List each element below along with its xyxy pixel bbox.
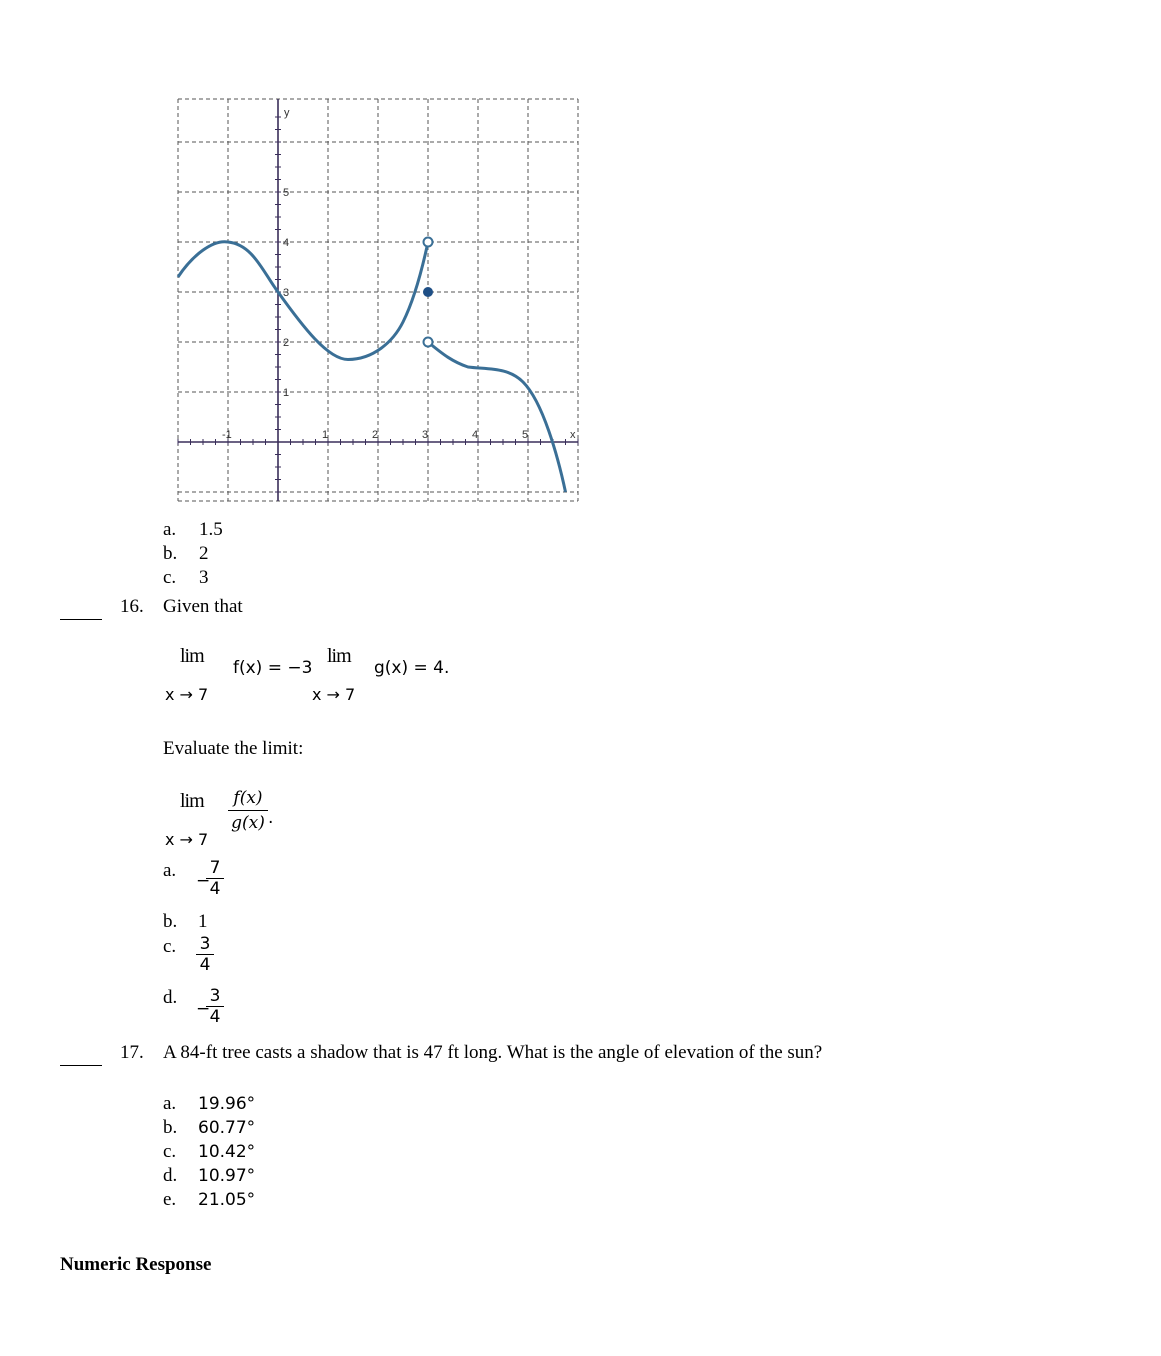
x-tick-label: -1 — [222, 429, 232, 441]
choice-value: 1.5 — [199, 519, 223, 540]
y-tick-label: 1 — [283, 387, 290, 399]
q16-choice-d-letter: d. — [163, 987, 178, 1008]
eval-lim: lim — [180, 790, 204, 812]
y-tick-label: 3 — [283, 287, 290, 299]
choice-value: 21.05° — [198, 1190, 256, 1210]
eval-lim-sub: x → 7 — [165, 830, 209, 849]
x-tick-label: 1 — [322, 429, 329, 441]
section-heading: Numeric Response — [60, 1254, 212, 1275]
choice-value: 10.42° — [198, 1142, 256, 1162]
eval-period: . — [268, 808, 274, 828]
q17-choice-c — [163, 1141, 256, 1163]
filled-point — [423, 287, 433, 297]
given-lim-1: lim — [180, 645, 204, 667]
choice-value: 10.97° — [198, 1166, 256, 1186]
q16-choice-d-fraction — [206, 986, 224, 1027]
q17-prompt: A 84-ft tree casts a shadow that is 47 ft long. What is the angle of elevation of the sun? — [163, 1042, 823, 1063]
open-circle-bottom — [424, 338, 433, 347]
choice-value: 19.96° — [198, 1094, 256, 1114]
y-tick-label: 2 — [283, 337, 290, 349]
choice-letter: a. — [163, 1093, 177, 1114]
eval-numerator: f(x) — [233, 788, 263, 808]
choice-letter: c. — [163, 1141, 177, 1162]
q16-number: 16. — [120, 596, 144, 617]
q17-choice-a — [163, 1093, 256, 1115]
choice-letter: b. — [163, 1117, 178, 1138]
q17-answer-blank[interactable] — [60, 1065, 102, 1066]
tick-labels — [222, 107, 576, 441]
q15-choice-b — [163, 543, 209, 565]
choice-letter: d. — [163, 1165, 178, 1186]
q16-choice-a-letter: a. — [163, 860, 177, 881]
x-tick-label: 4 — [472, 429, 479, 441]
q16-prompt: Given that — [163, 596, 243, 617]
q16-choice-b-value: 1 — [198, 911, 208, 932]
given-g-limit: g(x) = 4. — [374, 658, 450, 678]
eval-denominator: g(x) — [231, 813, 265, 833]
x-axis-label: x — [570, 429, 576, 441]
open-circle-top — [424, 238, 433, 247]
choice-value: 60.77° — [198, 1118, 256, 1138]
fraction-denominator: 4 — [199, 955, 211, 975]
y-tick-label: 4 — [283, 237, 290, 249]
q17-choice-d — [163, 1165, 256, 1187]
choice-value: 3 — [199, 567, 209, 588]
q16-choice-c-letter: c. — [163, 936, 177, 957]
given-lim-1-sub: x → 7 — [165, 685, 209, 704]
fraction-numerator: 3 — [209, 986, 221, 1006]
fraction-numerator: 7 — [209, 858, 221, 878]
x-tick-label: 5 — [522, 429, 529, 441]
eval-fraction — [226, 786, 270, 835]
given-lim-2-sub: x → 7 — [312, 685, 356, 704]
given-lim-2: lim — [327, 645, 351, 667]
y-axis-label: y — [284, 107, 290, 119]
q16-instruction: Evaluate the limit: — [163, 738, 304, 759]
q15-choice-a — [163, 519, 223, 541]
choice-letter: a. — [163, 519, 177, 540]
fraction-denominator: 4 — [209, 1007, 221, 1027]
q17-choice-b — [163, 1117, 256, 1139]
q15-choice-c — [163, 567, 209, 589]
q16-choice-a-sign: − — [196, 871, 211, 891]
fraction-denominator: 4 — [209, 879, 221, 899]
q16-choice-d-sign: − — [196, 999, 211, 1019]
q16-choice-b-letter: b. — [163, 911, 178, 932]
choice-letter: e. — [163, 1189, 177, 1210]
given-f-limit: f(x) = −3 — [233, 658, 313, 678]
choice-letter: c. — [163, 567, 177, 588]
q16-answer-blank[interactable] — [60, 619, 102, 620]
x-tick-label: 2 — [372, 429, 379, 441]
q17-number: 17. — [120, 1042, 144, 1063]
x-tick-label: 3 — [422, 429, 429, 441]
choice-letter: b. — [163, 543, 178, 564]
q16-choice-a-fraction — [206, 858, 224, 899]
q16-choice-c-fraction — [196, 934, 214, 975]
y-tick-label: 5 — [283, 187, 290, 199]
curve-right-piece — [428, 342, 566, 492]
fraction-numerator: 3 — [199, 934, 211, 954]
choice-value: 2 — [199, 543, 209, 564]
function-graph — [170, 92, 590, 507]
q17-choice-e — [163, 1189, 256, 1211]
